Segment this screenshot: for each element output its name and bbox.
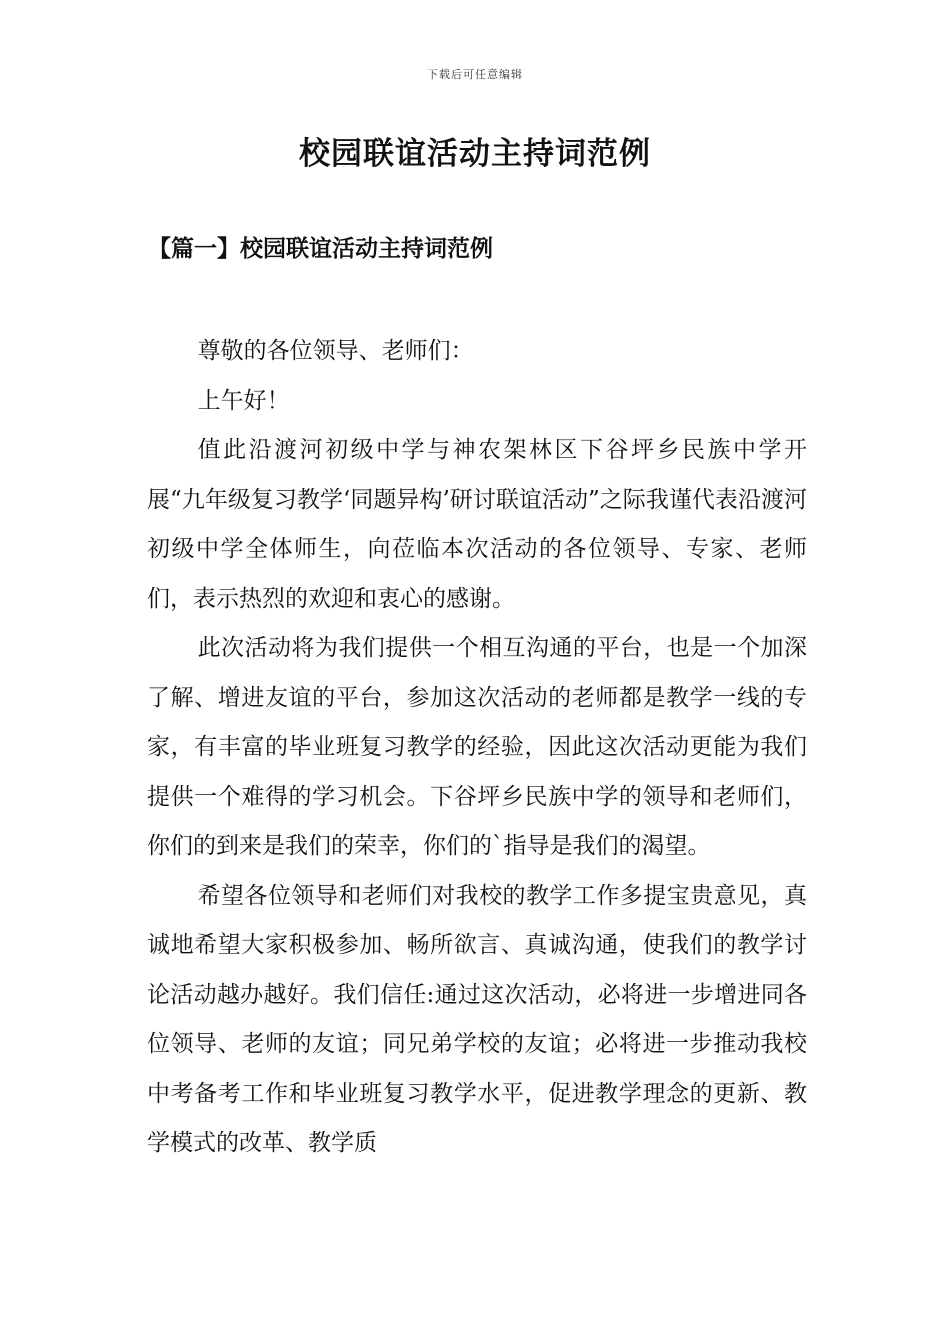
header-note: 下载后可任意编辑	[427, 68, 523, 81]
document-body	[147, 327, 807, 1169]
salutation-paragraph: 尊敬的各位领导、老师们：	[197, 338, 474, 364]
document-title: 校园联谊活动主持词范例	[299, 136, 651, 172]
body-paragraph: 希望各位领导和老师们对我校的教学工作多提宝贵意见，真诚地希望大家积极参加、畅所欲言、真诚沟通，使我们的教学讨论活动越办越好。我们信任:通过这次活动，必将进一步增进同各位领导、老师的友谊；同兄弟学校的友谊；必将进一步推动我校中考备考工作和毕业班复习教学水平，促进教学理念的更新、教学模式的改革、教学质	[147, 882, 807, 1156]
greeting-paragraph: 上午好！	[197, 387, 290, 414]
body-paragraph: 此次活动将为我们提供一个相互沟通的平台，也是一个加深了解、增进友谊的平台，参加这次活动的老师都是教学一线的专家，有丰富的毕业班复习教学的经验，因此这次活动更能为我们提供一个难得的学习机会。下谷坪乡民族中学的领导和老师们，你们的到来是我们的荣幸，你们的`指导是我们的渴望。	[147, 635, 807, 859]
body-paragraph: 值此沿渡河初级中学与神农架林区下谷坪乡民族中学开展“九年级复习教学‘同题异构’研讨联谊活动”之际我谨代表沿渡河初级中学全体师生，向莅临本次活动的各位领导、专家、老师们，表示热烈的欢迎和衷心的感谢。	[147, 437, 807, 612]
section-heading: 【篇一】校园联谊活动主持词范例	[148, 235, 493, 262]
